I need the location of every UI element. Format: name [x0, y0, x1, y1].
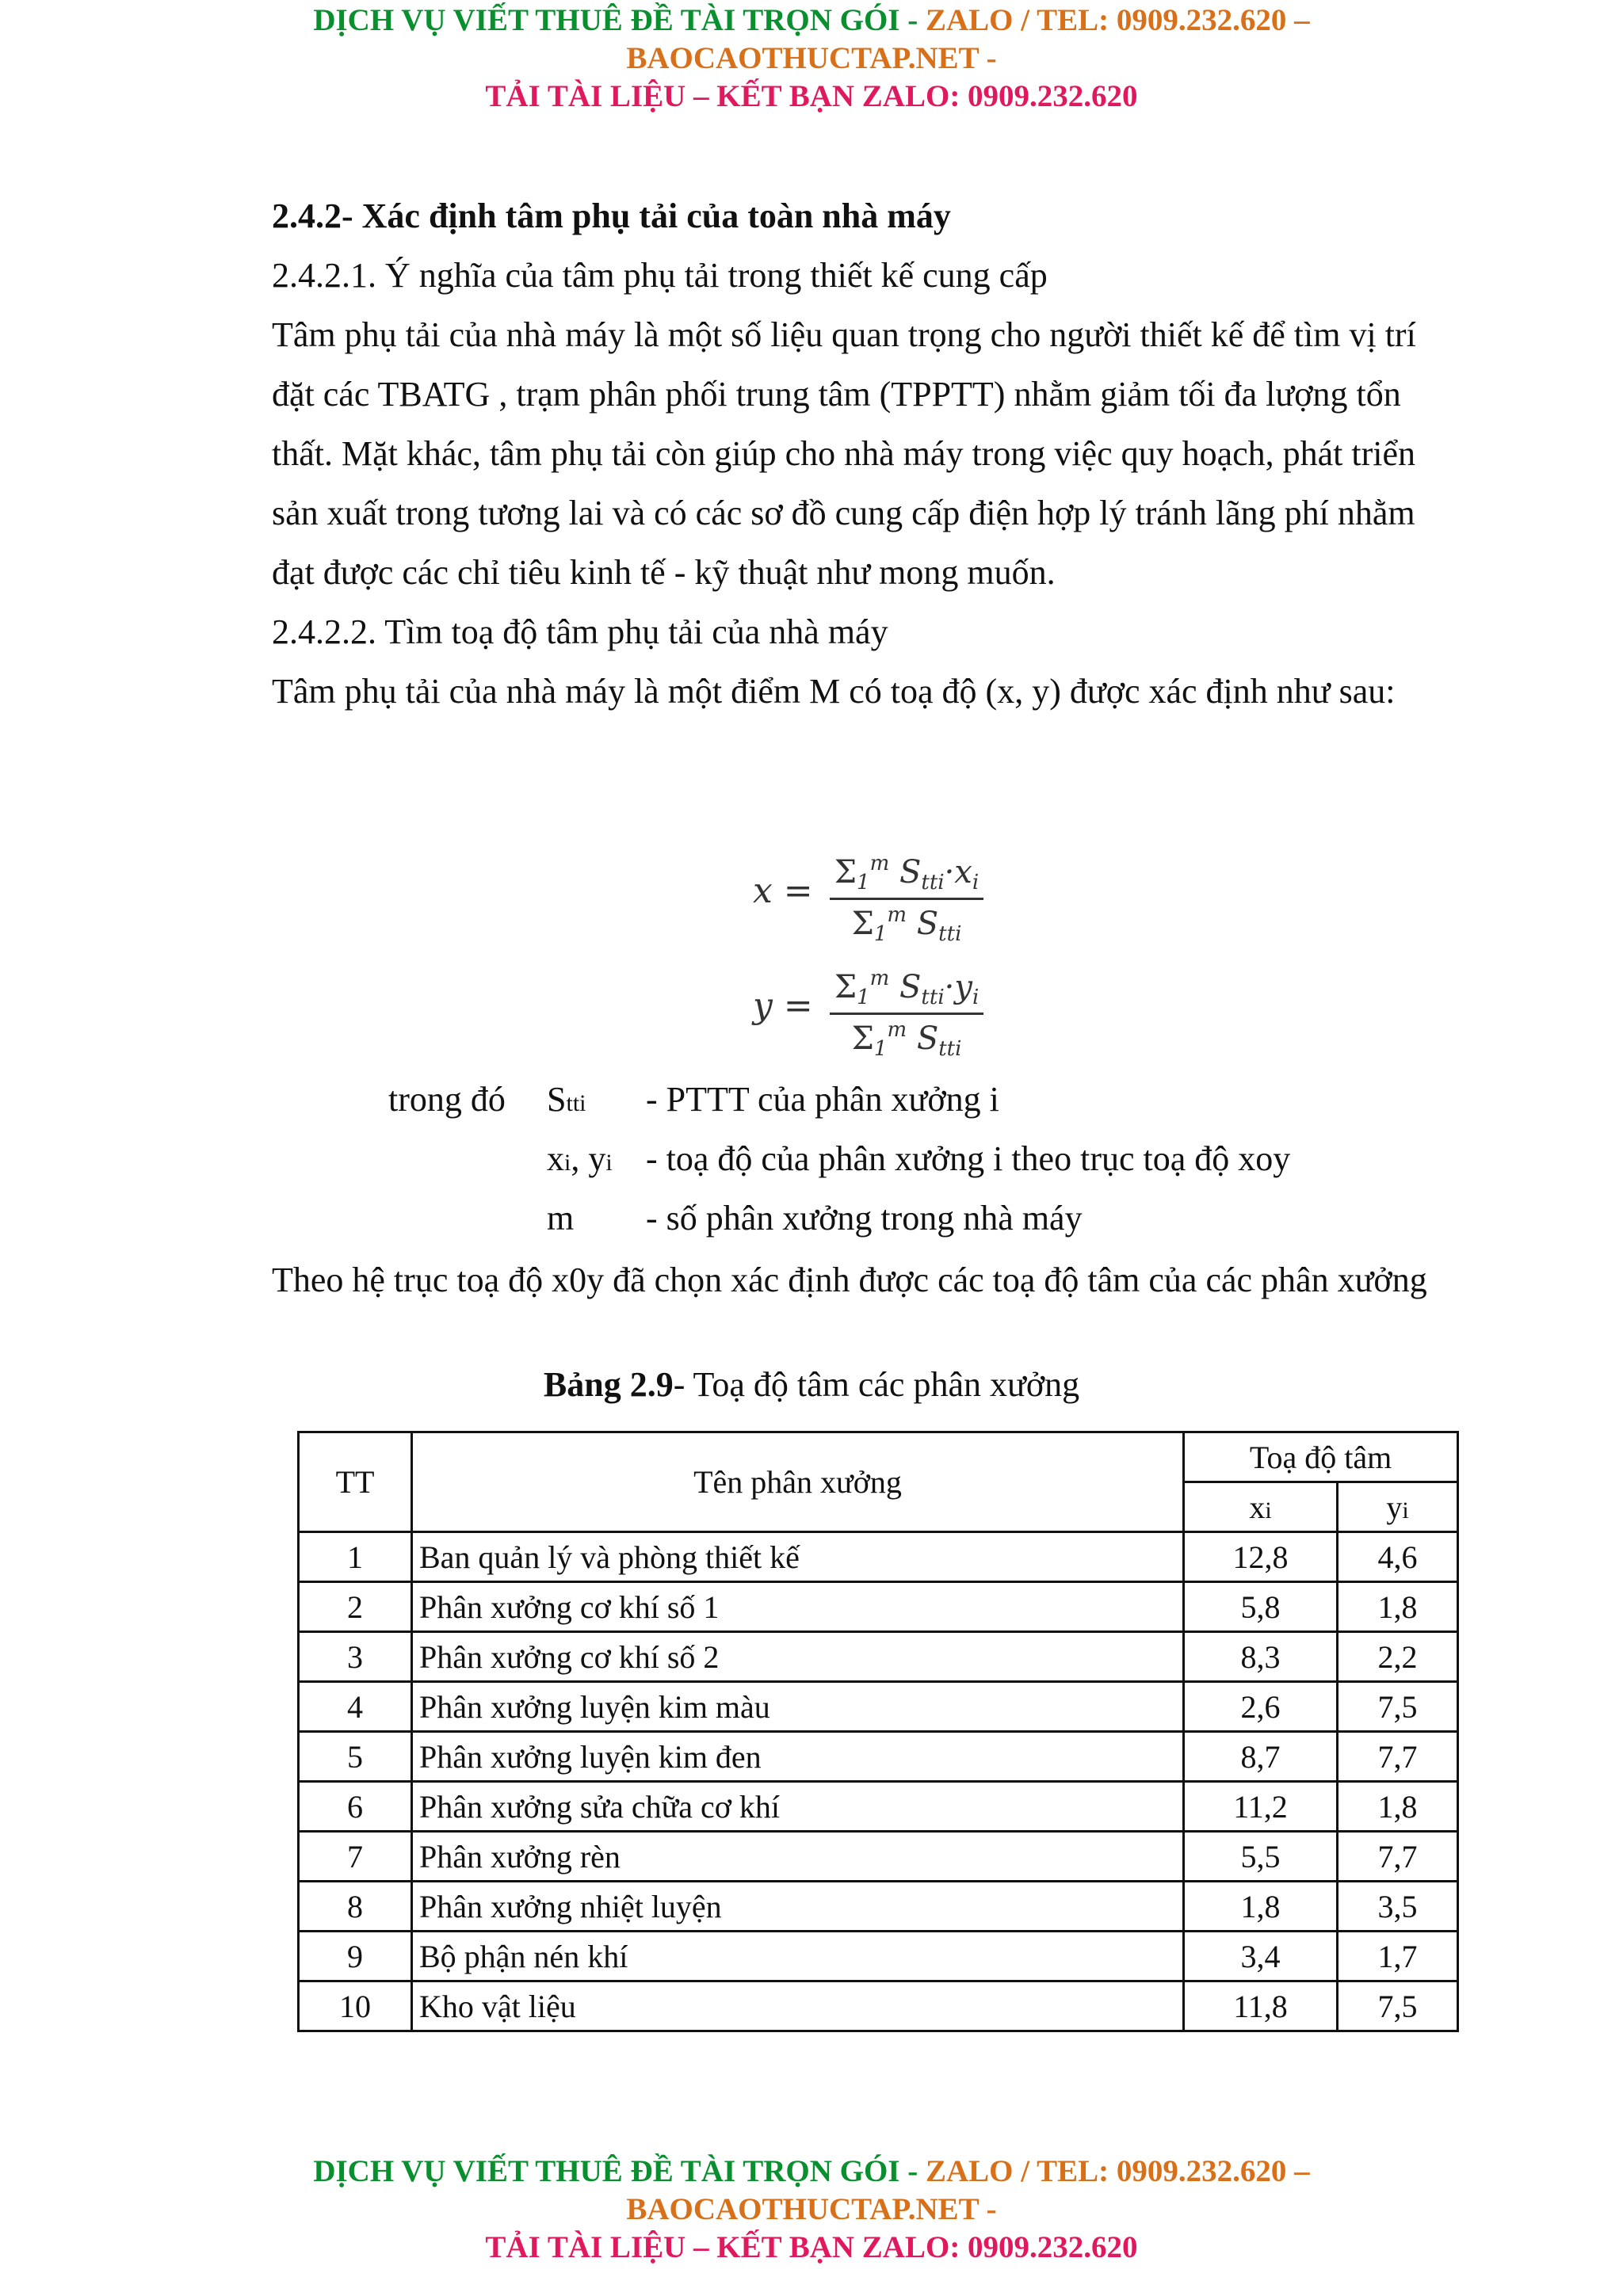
- formula-y-denominator: $\Sigma_1^m$ $S_{tti}$: [851, 1018, 962, 1061]
- header-name: Tên phân xưởng: [412, 1432, 1184, 1532]
- footer-contact-text: ZALO / TEL: 0909.232.620 –: [925, 2154, 1310, 2188]
- footer-line-1: [0, 2153, 1623, 2191]
- footer-line-2: BAOCAOTHUCTAP.NET -: [626, 2192, 997, 2226]
- cell-tt: 5: [299, 1732, 412, 1782]
- table-row: [299, 1832, 1458, 1882]
- formula-x-denominator: $\Sigma_1^m$ $S_{tti}$: [851, 903, 962, 946]
- subsection-title-1: 2.4.2.1. Ý nghĩa của tâm phụ tải trong thiết kế cung cấp: [272, 256, 1048, 295]
- cell-y: 7,7: [1338, 1732, 1458, 1782]
- table-caption: [0, 1364, 1623, 1405]
- cell-name: Phân xưởng sửa chữa cơ khí: [412, 1782, 1184, 1832]
- formula-x-fraction: [830, 852, 983, 946]
- cell-y: 7,5: [1338, 1981, 1458, 2031]
- cell-name: Phân xưởng luyện kim đen: [412, 1732, 1184, 1782]
- cell-name: Phân xưởng cơ khí số 2: [412, 1632, 1184, 1682]
- header-coord: Toạ độ tâm: [1184, 1432, 1458, 1482]
- cell-name: Phân xưởng luyện kim màu: [412, 1682, 1184, 1732]
- cell-name: Bộ phận nén khí: [412, 1932, 1184, 1981]
- table-row: [299, 1732, 1458, 1782]
- table-row: [299, 1882, 1458, 1932]
- table-row: [299, 1782, 1458, 1832]
- formula-x-numerator: $\Sigma_1^m$ $S_{tti}\cdot x_i$: [830, 852, 983, 900]
- cell-y: 1,8: [1338, 1582, 1458, 1632]
- header-x: xi: [1184, 1482, 1338, 1532]
- cell-x: 3,4: [1184, 1932, 1338, 1981]
- paragraph-2: Tâm phụ tải của nhà máy là một điểm M có toạ độ (x, y) được xác định như sau:: [272, 672, 1396, 711]
- cell-tt: 7: [299, 1832, 412, 1882]
- cell-x: 12,8: [1184, 1532, 1338, 1582]
- formula-y: [753, 967, 983, 1061]
- legend-intro: trong đó: [388, 1080, 506, 1119]
- paragraph-3: Theo hệ trục toạ độ x0y đã chọn xác định được các toạ độ tâm của các phân xưởng: [272, 1261, 1427, 1299]
- cell-x: 8,7: [1184, 1732, 1338, 1782]
- cell-name: Ban quản lý và phòng thiết kế: [412, 1532, 1184, 1582]
- cell-tt: 6: [299, 1782, 412, 1832]
- legend-m-symbol: m: [547, 1199, 575, 1238]
- paragraph-3-wrap: [272, 1250, 1461, 1310]
- cell-y: 3,5: [1338, 1882, 1458, 1932]
- formula-x-lhs: x =: [753, 871, 813, 911]
- formula-y-numerator: $\Sigma_1^m$ $S_{tti}\cdot y_i$: [830, 967, 983, 1015]
- cell-tt: 8: [299, 1882, 412, 1932]
- cell-x: 5,5: [1184, 1832, 1338, 1882]
- cell-tt: 2: [299, 1582, 412, 1632]
- formula-y-fraction: [830, 967, 983, 1061]
- cell-y: 4,6: [1338, 1532, 1458, 1582]
- header-tt: TT: [299, 1432, 412, 1532]
- table-row: [299, 1981, 1458, 2031]
- cell-tt: 3: [299, 1632, 412, 1682]
- banner-service-text: DỊCH VỤ VIẾT THUÊ ĐỀ TÀI TRỌN GÓI -: [313, 3, 918, 37]
- subsection-title-2: 2.4.2.2. Tìm toạ độ tâm phụ tải của nhà máy: [272, 612, 888, 651]
- cell-x: 2,6: [1184, 1682, 1338, 1732]
- table-row: [299, 1632, 1458, 1682]
- banner-contact-text: ZALO / TEL: 0909.232.620 –: [925, 3, 1310, 37]
- banner-line-2: BAOCAOTHUCTAP.NET -: [626, 41, 997, 75]
- footer-line-3: TẢI TÀI LIỆU – KẾT BẠN ZALO: 0909.232.620: [485, 2230, 1138, 2264]
- banner-line-1: [0, 2, 1623, 40]
- cell-name: Phân xưởng cơ khí số 1: [412, 1582, 1184, 1632]
- cell-x: 11,2: [1184, 1782, 1338, 1832]
- cell-tt: 1: [299, 1532, 412, 1582]
- footer-service-text: DỊCH VỤ VIẾT THUÊ ĐỀ TÀI TRỌN GÓI -: [313, 2154, 918, 2188]
- cell-y: 1,7: [1338, 1932, 1458, 1981]
- section-body: [272, 186, 1461, 721]
- cell-x: 8,3: [1184, 1632, 1338, 1682]
- table-header-row: [299, 1432, 1458, 1482]
- legend-s-symbol: Stti: [547, 1080, 586, 1119]
- cell-y: 2,2: [1338, 1632, 1458, 1682]
- formula-x: [753, 852, 983, 946]
- cell-y: 7,5: [1338, 1682, 1458, 1732]
- formula-y-lhs: y =: [753, 986, 813, 1026]
- header-banner: [0, 2, 1623, 116]
- banner-line-3: TẢI TÀI LIỆU – KẾT BẠN ZALO: 0909.232.620: [485, 79, 1138, 113]
- paragraph-1: Tâm phụ tải của nhà máy là một số liệu quan trọng cho người thiết kế để tìm vị trí đặt các TBATG , trạm phân phối trung tâm (TPPTT) nhằm giảm tối đa lượng tổn thất. Mặt khác, tâm phụ tải còn giúp cho nhà máy trong việc quy hoạch, phát triển sản xuất trong tương lai và có các sơ đồ cung cấp điện hợp lý tránh lãng phí nhằm đạt được các chỉ tiêu kinh tế - kỹ thuật như mong muốn.: [272, 315, 1416, 592]
- legend-xy-desc: - toạ độ của phân xưởng i theo trục toạ độ xoy: [646, 1139, 1291, 1178]
- table-row: [299, 1932, 1458, 1981]
- footer-banner: [0, 2153, 1623, 2267]
- header-y: yi: [1338, 1482, 1458, 1532]
- cell-name: Kho vật liệu: [412, 1981, 1184, 2031]
- table-row: [299, 1582, 1458, 1632]
- cell-x: 11,8: [1184, 1981, 1338, 2031]
- cell-name: Phân xưởng rèn: [412, 1832, 1184, 1882]
- table-caption-number: Bảng 2.9: [543, 1365, 674, 1404]
- cell-name: Phân xưởng nhiệt luyện: [412, 1882, 1184, 1932]
- legend-s-desc: - PTTT của phân xưởng i: [646, 1080, 999, 1119]
- cell-y: 7,7: [1338, 1832, 1458, 1882]
- cell-y: 1,8: [1338, 1782, 1458, 1832]
- table-row: [299, 1532, 1458, 1582]
- table-row: [299, 1682, 1458, 1732]
- table-caption-text: - Toạ độ tâm các phân xưởng: [673, 1365, 1080, 1404]
- coordinates-table: [297, 1431, 1459, 2032]
- legend-m-desc: - số phân xưởng trong nhà máy: [646, 1199, 1083, 1238]
- section-heading: 2.4.2- Xác định tâm phụ tải của toàn nhà máy: [272, 196, 951, 235]
- cell-x: 1,8: [1184, 1882, 1338, 1932]
- cell-tt: 4: [299, 1682, 412, 1732]
- cell-tt: 10: [299, 1981, 412, 2031]
- cell-tt: 9: [299, 1932, 412, 1981]
- legend-xy-symbol: xi, yi: [547, 1139, 613, 1178]
- cell-x: 5,8: [1184, 1582, 1338, 1632]
